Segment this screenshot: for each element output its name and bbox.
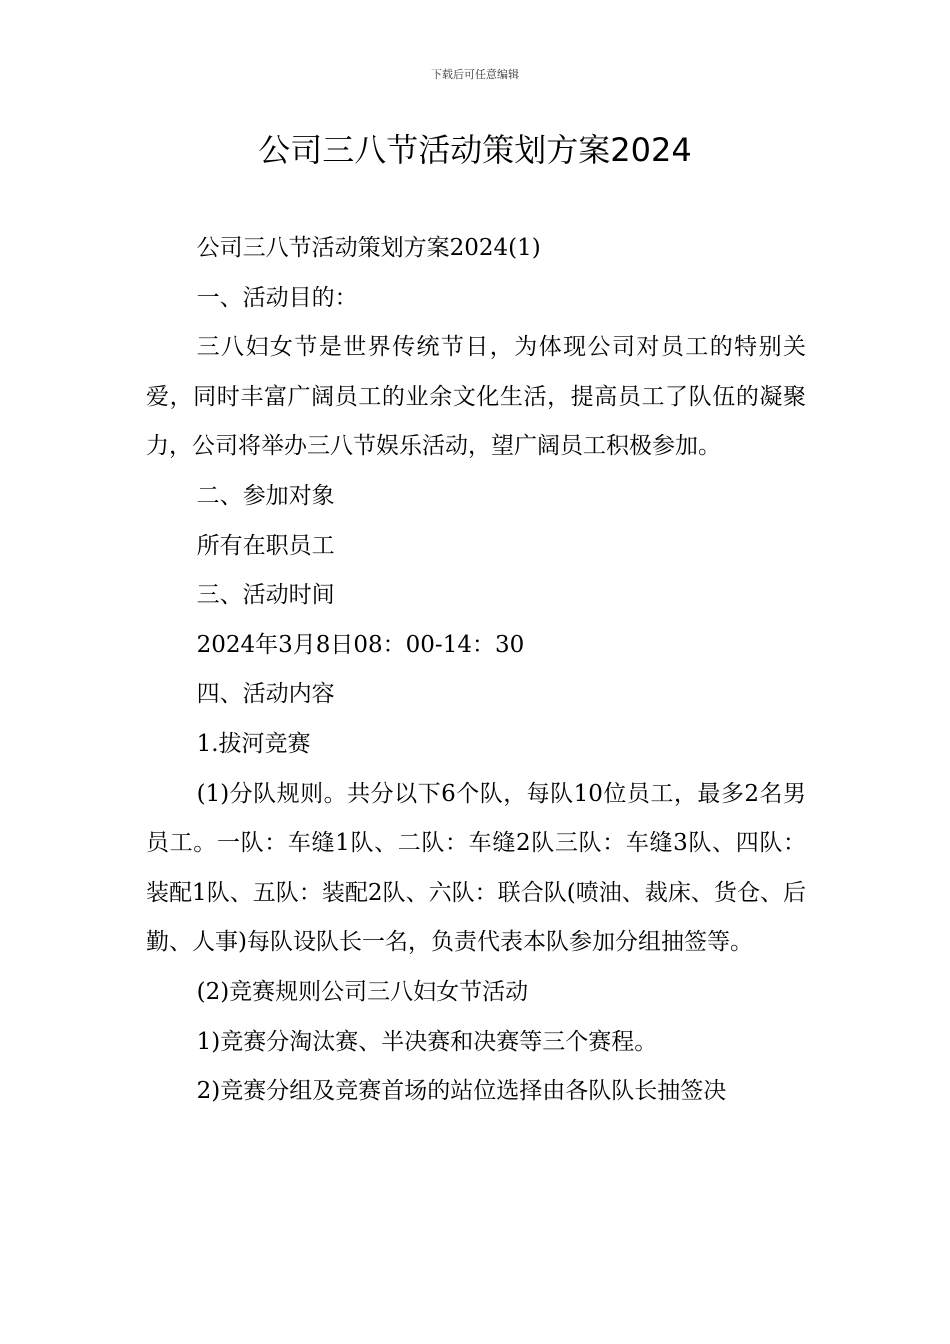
paragraph: (1)分队规则。共分以下6个队，每队10位员工，最多2名男员工。一队：车缝1队、二队：车缝2队三队：车缝3队、四队：装配1队、五队：装配2队、六队：联合队(喷油、裁床、货仓、后勤、人事)每队设队长一名，负责代表本队参加分组抽签等。 [146, 780, 806, 956]
paragraph: 2024年3月8日08：00-14：30 [196, 631, 525, 658]
paragraph: 1.拔河竞赛 [196, 730, 311, 757]
paragraph: 公司三八节活动策划方案2024(1) [196, 235, 541, 261]
paragraph: 三、活动时间 [196, 582, 335, 609]
paragraph: 四、活动内容 [196, 681, 335, 708]
document-body [146, 224, 806, 1117]
paragraph: 一、活动目的： [196, 284, 358, 311]
paragraph: 三八妇女节是世界传统节日，为体现公司对员工的特别关爱，同时丰富广阔员工的业余文化生活，提高员工了队伍的凝聚力，公司将举办三八节娱乐活动，望广阔员工积极参加。 [146, 334, 806, 460]
document-title: 公司三八节活动策划方案2024 [258, 131, 692, 169]
paragraph: 2)竞赛分组及竞赛首场的站位选择由各队队长抽签决 [196, 1078, 727, 1105]
header-note: 下载后可任意编辑 [431, 68, 519, 81]
paragraph: 所有在职员工 [196, 532, 335, 559]
paragraph: 1)竞赛分淘汰赛、半决赛和决赛等三个赛程。 [196, 1028, 658, 1055]
paragraph: (2)竞赛规则公司三八妇女节活动 [196, 978, 529, 1005]
paragraph: 二、参加对象 [196, 482, 335, 509]
